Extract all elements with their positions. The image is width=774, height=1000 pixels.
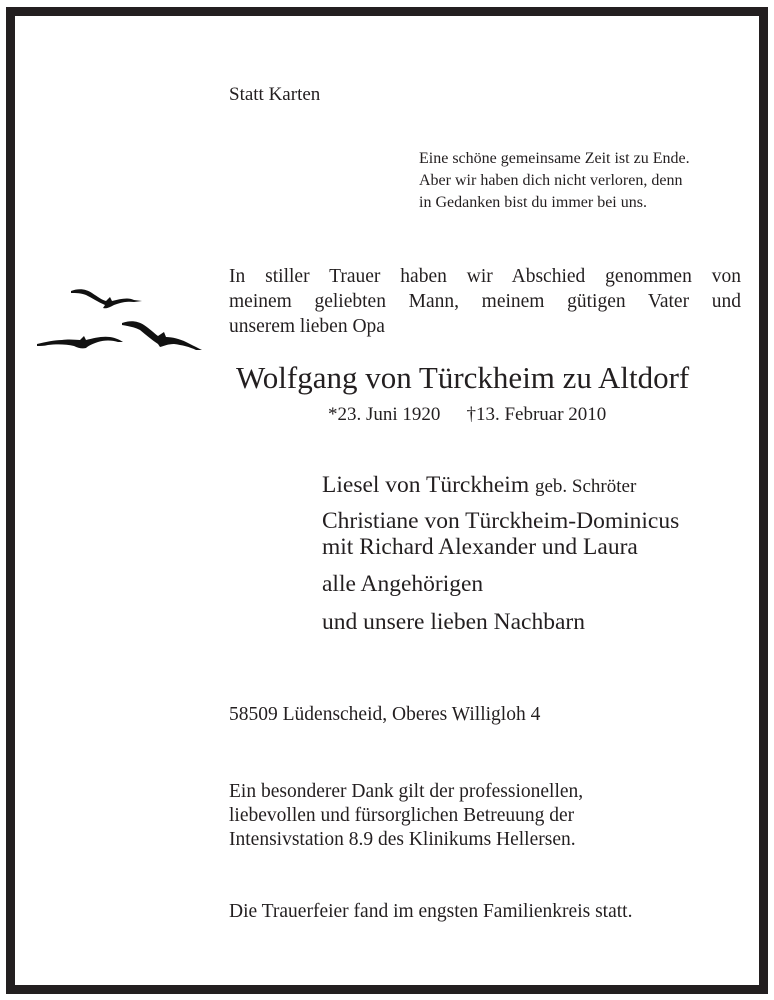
intro-paragraph <box>229 264 741 339</box>
intro-line: meinem geliebten Mann, meinem gütigen Vater und <box>229 291 741 312</box>
thanks-line: Intensivstation 8.9 des Klinikums Hellersen. <box>229 829 576 850</box>
death-date: †13. Februar 2010 <box>466 404 607 425</box>
mourner-christiane: Christiane von Türckheim-Dominicus <box>322 508 680 534</box>
birth-date: *23. Juni 1920 <box>328 404 441 425</box>
thanks-paragraph <box>229 780 583 852</box>
intro-line: In stiller Trauer haben wir Abschied genommen von <box>229 266 741 287</box>
statt-karten-label: Statt Karten <box>229 84 321 105</box>
motto-line: Eine schöne gemeinsame Zeit ist zu Ende. <box>419 150 690 167</box>
mourner-neighbors: und unsere lieben Nachbarn <box>322 609 585 635</box>
mourner-liesel <box>322 474 636 498</box>
maiden-name: geb. Schröter <box>534 476 637 497</box>
mourner-relatives: alle Angehörigen <box>322 571 484 597</box>
intro-line: unserem lieben Opa <box>229 316 385 337</box>
address: 58509 Lüdenscheid, Oberes Willigloh 4 <box>229 704 541 725</box>
motto-line: in Gedanken bist du immer bei uns. <box>419 194 647 211</box>
birds-icon <box>34 282 206 358</box>
mourner-grandchildren: mit Richard Alexander und Laura <box>322 534 638 560</box>
motto-line: Aber wir haben dich nicht verloren, denn <box>419 172 683 189</box>
motto-verse <box>419 148 690 214</box>
mourner-name: Liesel von Türckheim <box>322 472 530 498</box>
funeral-note: Die Trauerfeier fand im engsten Familienkreis statt. <box>229 901 633 922</box>
thanks-line: Ein besonderer Dank gilt der professionellen, <box>229 781 584 802</box>
deceased-name: Wolfgang von Türckheim zu Altdorf <box>236 360 690 395</box>
thanks-line: liebevollen und fürsorglichen Betreuung der <box>229 805 575 826</box>
life-dates <box>328 405 606 424</box>
